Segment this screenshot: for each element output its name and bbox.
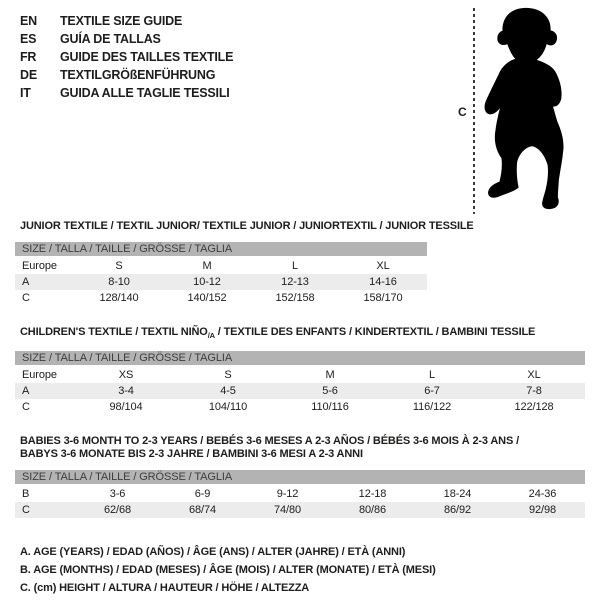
- size-table: [15, 367, 585, 415]
- language-code: EN: [20, 14, 37, 28]
- table-cell: M: [325, 369, 335, 382]
- language-title: GUÍA DE TALLAS: [60, 32, 161, 46]
- size-header-bar: SIZE / TALLA / TAILLE / GRÖSSE / TAGLIA: [15, 470, 585, 484]
- table-title-text: JUNIOR TEXTILE / TEXTIL JUNIOR/ TEXTILE JUNIOR / JUNIORTEXTIL / JUNIOR TESSILE: [20, 220, 474, 232]
- size-table-section: [15, 220, 585, 306]
- table-cell: 8-10: [108, 276, 130, 288]
- table-cell: 6-9: [194, 488, 211, 501]
- page-header: [15, 0, 585, 218]
- row-label: A: [22, 276, 30, 288]
- language-title: GUIDE DES TAILLES TEXTILE: [60, 50, 234, 64]
- table-cell: 158/170: [363, 292, 403, 304]
- table-cell: 92/98: [528, 504, 557, 517]
- table-cell: 9-12: [276, 488, 299, 501]
- table-title: [20, 326, 585, 342]
- table-cell: XL: [527, 369, 541, 382]
- height-measure-figure: [455, 0, 585, 218]
- language-title: TEXTILE SIZE GUIDE: [60, 14, 183, 28]
- table-title-text: /A: [207, 331, 215, 341]
- height-measure-label: C: [458, 105, 467, 119]
- row-label: Europe: [22, 369, 57, 382]
- table-cell: 14-16: [369, 276, 397, 288]
- size-header-bar: SIZE / TALLA / TAILLE / GRÖSSE / TAGLIA: [15, 351, 585, 365]
- table-title-line: [20, 435, 585, 448]
- table-cell: 122/128: [514, 401, 554, 414]
- table-cell: 4-5: [220, 385, 236, 398]
- table-title-line: [20, 448, 585, 461]
- table-cell: S: [224, 369, 232, 382]
- table-cell: 24-36: [528, 488, 557, 501]
- table-cell: XS: [118, 369, 134, 382]
- row-label: Europe: [22, 260, 57, 272]
- table-cell: 86/92: [443, 504, 472, 517]
- baby-silhouette-icon: [480, 0, 572, 216]
- footnote: C. (cm) HEIGHT / ALTURA / HAUTEUR / HÖHE / ALTEZZA: [20, 582, 310, 595]
- table-cell: 68/74: [188, 504, 217, 517]
- table-title: [20, 220, 585, 233]
- row-label: B: [22, 488, 30, 501]
- table-row: [15, 383, 585, 399]
- table-cell: XL: [376, 260, 390, 272]
- table-cell: 18-24: [443, 488, 472, 501]
- table-title: [20, 435, 585, 461]
- table-row: [15, 290, 427, 306]
- table-cell: 80/86: [358, 504, 387, 517]
- table-cell: 7-8: [526, 385, 542, 398]
- height-measure-dashed-line: [473, 8, 475, 214]
- size-table-section: [15, 326, 585, 415]
- language-title: GUIDA ALLE TAGLIE TESSILI: [60, 86, 230, 100]
- table-cell: L: [291, 260, 299, 272]
- language-code: FR: [20, 50, 37, 64]
- table-cell: 104/110: [208, 401, 248, 414]
- table-title-line: [20, 220, 585, 233]
- table-cell: 12-18: [358, 488, 387, 501]
- row-label: C: [22, 504, 30, 517]
- table-row: [15, 258, 427, 274]
- table-cell: 110/116: [311, 401, 349, 414]
- table-cell: 152/158: [275, 292, 315, 304]
- table-row: [15, 274, 427, 290]
- table-cell: L: [428, 369, 436, 382]
- table-title-text: / TEXTILE DES ENFANTS / KINDERTEXTIL / BAMBINI TESSILE: [214, 326, 536, 338]
- table-cell: S: [115, 260, 123, 272]
- row-label: A: [22, 385, 30, 398]
- footnote: B. AGE (MONTHS) / EDAD (MESES) / ÂGE (MOIS) / ALTER (MONATE) / ETÀ (MESI): [20, 564, 436, 577]
- table-cell: 140/152: [187, 292, 227, 304]
- size-table: [15, 486, 585, 518]
- table-cell: 128/140: [99, 292, 139, 304]
- table-cell: M: [202, 260, 212, 272]
- table-cell: 3-6: [109, 488, 126, 501]
- table-title-text: CHILDREN'S TEXTILE / TEXTIL NIÑO: [20, 326, 208, 338]
- row-label: C: [22, 292, 30, 304]
- language-code: ES: [20, 32, 37, 46]
- table-cell: 3-4: [118, 385, 134, 398]
- language-code: DE: [20, 68, 37, 82]
- size-table-section: [15, 435, 585, 518]
- table-row: [15, 399, 585, 415]
- language-code: IT: [20, 86, 31, 100]
- footnote: A. AGE (YEARS) / EDAD (AÑOS) / ÂGE (ANS) / ALTER (JAHRE) / ETÀ (ANNI): [20, 546, 406, 559]
- table-cell: 74/80: [273, 504, 302, 517]
- table-cell: 6-7: [424, 385, 440, 398]
- table-cell: 5-6: [322, 385, 338, 398]
- table-cell: 12-13: [281, 276, 309, 288]
- size-header-bar: SIZE / TALLA / TAILLE / GRÖSSE / TAGLIA: [15, 242, 427, 256]
- language-title: TEXTILGRÖßENFÜHRUNG: [60, 68, 216, 82]
- table-row: [15, 367, 585, 383]
- table-row: [15, 502, 585, 518]
- table-cell: 116/122: [412, 401, 452, 414]
- size-table: [15, 258, 427, 306]
- row-label: C: [22, 401, 30, 414]
- footnotes: [15, 543, 585, 597]
- table-title-line: [20, 326, 585, 342]
- table-title-text: BABIES 3-6 MONTH TO 2-3 YEARS / BEBÉS 3-6 MESES A 2-3 AÑOS / BÉBÉS 3-6 MOIS À 2-3 ANS /: [20, 435, 519, 448]
- table-row: [15, 486, 585, 502]
- table-cell: 98/104: [109, 401, 143, 414]
- size-tables: [15, 220, 585, 518]
- table-title-text: BABYS 3-6 MONATE BIS 2-3 JAHRE / BAMBINI 3-6 MESI A 2-3 ANNI: [20, 448, 363, 461]
- table-cell: 10-12: [193, 276, 221, 288]
- table-cell: 62/68: [103, 504, 132, 517]
